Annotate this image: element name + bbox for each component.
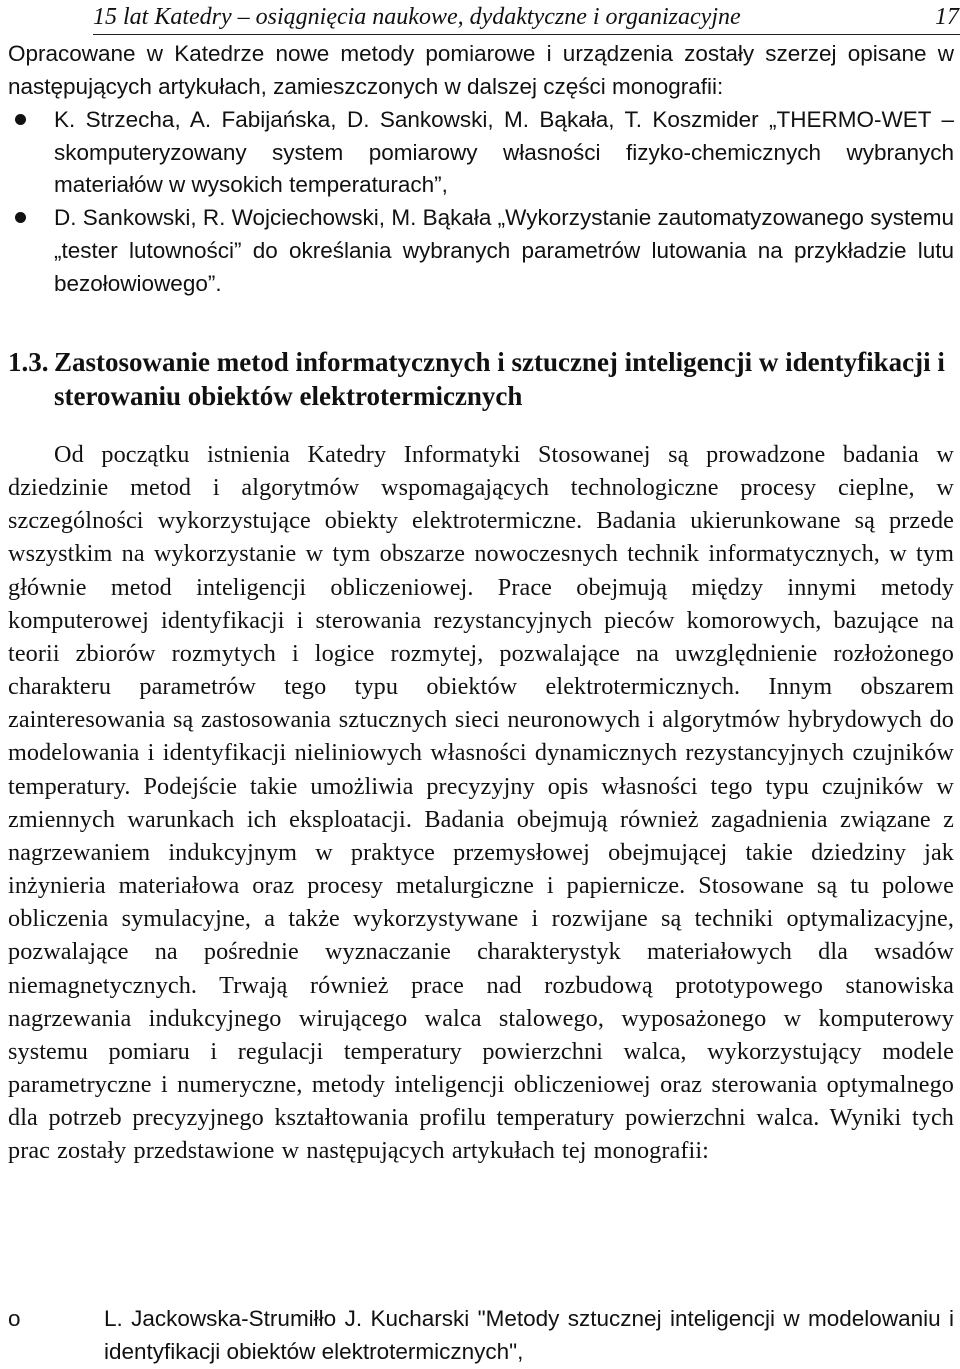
- section-number: 1.3.: [8, 347, 49, 377]
- list-item-text: D. Sankowski, R. Wojciechowski, M. Bąkała „Wykorzystanie zautomatyzowanego systemu „tester lutowności” do określania wybranych parametrów lutowania na przykładzie lutu bezołowiowego”.: [54, 205, 954, 296]
- reference-text: L. Jackowska-Strumiłło J. Kucharski "Metody sztucznej inteligencji w modelowaniu i identyfikacji obiektów elektrotermicznych",: [104, 1306, 954, 1364]
- bullet-icon: [15, 212, 26, 223]
- running-header: [93, 0, 960, 35]
- bullet-icon: [15, 114, 26, 125]
- list-item: [8, 104, 954, 202]
- list-item: [8, 1302, 954, 1368]
- section-heading: [8, 345, 954, 413]
- reference-list: [8, 1302, 954, 1368]
- header-title: 15 lat Katedry – osiągnięcia naukowe, dydaktyczne i organizacyjne: [93, 4, 741, 30]
- intro-paragraph: Opracowane w Katedrze nowe metody pomiarowe i urządzenia zostały szerzej opisane w następujących artykułach, zamieszczonych w dalszej części monografii:: [8, 41, 954, 99]
- bullet-list: [8, 104, 954, 300]
- list-marker: o: [8, 1306, 21, 1331]
- body-paragraph: Od początku istnienia Katedry Informatyki Stosowanej są prowadzone badania w dziedzinie metod i algorytmów wspomagających technologiczne procesy cieplne, w szczególności wykorzystujące obiekty elektrotermiczne. Badania ukierunkowane są przede wszystkim na wykorzystanie w tym obszarze nowoczesnych technik informatycznych, w tym głównie metod inteligencji obliczeniowej. Prace obejmują między innymi metody komputerowej identyfikacji i sterowania rezystancyjnych pieców komorowych, bazujące na teorii zbiorów rozmytych i logice rozmytej, pozwalające na uwzględnienie rozłożonego charakteru parametrów tego typu obiektów elektrotermicznych. Innym obszarem zainteresowania są zastosowania sztucznych sieci neuronowych i algorytmów hybrydowych do modelowania i identyfikacji nieliniowych własności dynamicznych rezystancyjnych czujników temperatury. Podejście takie umożliwia precyzyjny opis własności tego typu czujników w zmiennych warunkach ich eksploatacji. Badania obejmują również zagadnienia związane z nagrzewaniem indukcyjnym w praktyce przemysłowej obejmującej takie dziedziny jak inżynieria materiałowa oraz procesy metalurgiczne i papiernicze. Stosowane są tu polowe obliczenia symulacyjne, a także wykorzystywane i rozwijane są techniki optymalizacyjne, pozwalające na pośrednie wyznaczanie charakterystyk materiałowych dla wsadów niemagnetycznych. Trwają również prace nad rozbudową prototypowego stanowiska nagrzewania indukcyjnego wirującego walca stalowego, wyposażonego w komputerowy systemu pomiaru i regulacji temperatury powierzchni walca, wykorzystujący modele parametryczne i numeryczne, metody inteligencji obliczeniowej oraz sterowania optymalnego dla potrzeb precyzyjnego kształtowania profilu temperatury powierzchni walca. Wyniki tych prac zostały przedstawione w następujących artykułach tej monografii:: [8, 441, 954, 1165]
- page-number: 17: [935, 4, 959, 30]
- list-item: [8, 202, 954, 300]
- section-title: Zastosowanie metod informatycznych i sztucznej inteligencji w identyfikacji i sterowaniu obiektów elektrotermicznych: [54, 347, 945, 411]
- list-item-text: K. Strzecha, A. Fabijańska, D. Sankowski, M. Bąkała, T. Koszmider „THERMO-WET – skomputeryzowany system pomiarowy własności fizyko-chemicznych wybranych materiałów w wysokich temperaturach”,: [54, 107, 954, 198]
